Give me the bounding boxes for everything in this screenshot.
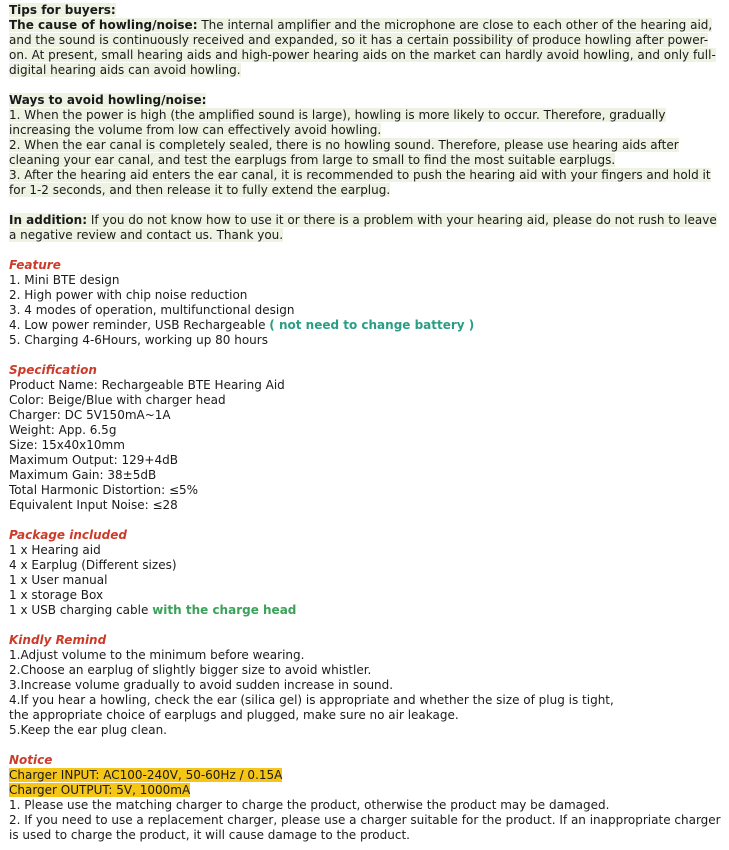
specification-section	[9, 363, 721, 513]
charger-output: Charger OUTPUT: 5V, 1000mA	[9, 783, 191, 797]
cause-text: The internal amplifier and the microphone are close to each other of the hearing aid, and the sound is continuously received and expanded, so it has a certain possibility of produce howling after power-on. At present, small hearing aids and high-power hearing aids on the market can hardly avoid howling, and only full-digital hearing aids can avoid howling.	[9, 18, 716, 77]
spec-item: Weight: App. 6.5g	[9, 423, 117, 437]
cause-label: The cause of howling/noise:	[9, 18, 198, 32]
feature-title: Feature	[9, 258, 61, 272]
ways-item: 1. When the power is high (the amplified sound is large), howling is more likely to occur. Therefore, gradually increasing the volume from low can effectively avoid howling.	[9, 108, 666, 137]
feature-item: 2. High power with chip noise reduction	[9, 288, 248, 302]
feature-item: 3. 4 modes of operation, multifunctional design	[9, 303, 295, 317]
remind-section	[9, 633, 721, 738]
battery-note: ( not need to change battery )	[269, 318, 475, 332]
spec-item: Charger: DC 5V150mA~1A	[9, 408, 171, 422]
package-item: 1 x Hearing aid	[9, 543, 101, 557]
spec-item: Maximum Output: 129+4dB	[9, 453, 178, 467]
remind-item: 1.Adjust volume to the minimum before wearing.	[9, 648, 305, 662]
feature-item: 5. Charging 4-6Hours, working up 80 hours	[9, 333, 268, 347]
package-item: 4 x Earplug (Different sizes)	[9, 558, 177, 572]
charge-head-note: with the charge head	[152, 603, 297, 617]
ways-heading: Ways to avoid howling/noise:	[9, 93, 207, 107]
tips-heading: Tips for buyers:	[9, 3, 116, 17]
notice-item: 1. Please use the matching charger to charge the product, otherwise the product may be damaged.	[9, 798, 610, 812]
specification-title: Specification	[9, 363, 97, 377]
ways-item: 3. After the hearing aid enters the ear canal, it is recommended to push the hearing aid with your fingers and hold it for 1-2 seconds, and then release it to fully extend the earplug.	[9, 168, 711, 197]
spec-item: Total Harmonic Distortion: ≤5%	[9, 483, 199, 497]
spec-item: Product Name: Rechargeable BTE Hearing Aid	[9, 378, 285, 392]
addition-paragraph	[9, 213, 721, 243]
package-section	[9, 528, 721, 618]
addition-label: In addition:	[9, 213, 88, 227]
spec-item: Color: Beige/Blue with charger head	[9, 393, 226, 407]
tips-cause-paragraph	[9, 18, 721, 78]
feature-section	[9, 258, 721, 348]
package-item: 1 x storage Box	[9, 588, 104, 602]
addition-text: If you do not know how to use it or there is a problem with your hearing aid, please do not rush to leave a negative review and contact us. Thank you.	[9, 213, 717, 242]
package-title: Package included	[9, 528, 127, 542]
package-item: 1 x User manual	[9, 573, 108, 587]
notice-item: 2. If you need to use a replacement charger, please use a charger suitable for the product. If an inappropriate charger is used to charge the product, it will cause damage to the product.	[9, 813, 721, 842]
remind-item: 4.If you hear a howling, check the ear (silica gel) is appropriate and whether the size of plug is tight,	[9, 693, 614, 707]
notice-title: Notice	[9, 753, 53, 767]
feature-item: 4. Low power reminder, USB Rechargeable ( not need to change battery )	[9, 318, 475, 332]
remind-item: 5.Keep the ear plug clean.	[9, 723, 167, 737]
remind-item: 2.Choose an earplug of slightly bigger size to avoid whistler.	[9, 663, 372, 677]
notice-section	[9, 753, 721, 843]
product-description	[9, 3, 721, 843]
remind-item: 3.Increase volume gradually to avoid sudden increase in sound.	[9, 678, 394, 692]
ways-item: 2. When the ear canal is completely sealed, there is no howling sound. Therefore, please use hearing aids after cleaning your ear canal, and test the earplugs from large to small to find the most suitable earplugs.	[9, 138, 679, 167]
spec-item: Maximum Gain: 38±5dB	[9, 468, 157, 482]
charger-input: Charger INPUT: AC100-240V, 50-60Hz / 0.15A	[9, 768, 283, 782]
package-item: 1 x USB charging cable with the charge head	[9, 603, 297, 617]
feature-item: 1. Mini BTE design	[9, 273, 120, 287]
spec-item: Size: 15x40x10mm	[9, 438, 125, 452]
tips-section	[9, 3, 721, 243]
remind-title: Kindly Remind	[9, 633, 107, 647]
spec-item: Equivalent Input Noise: ≤28	[9, 498, 178, 512]
remind-item: the appropriate choice of earplugs and plugged, make sure no air leakage.	[9, 708, 459, 722]
